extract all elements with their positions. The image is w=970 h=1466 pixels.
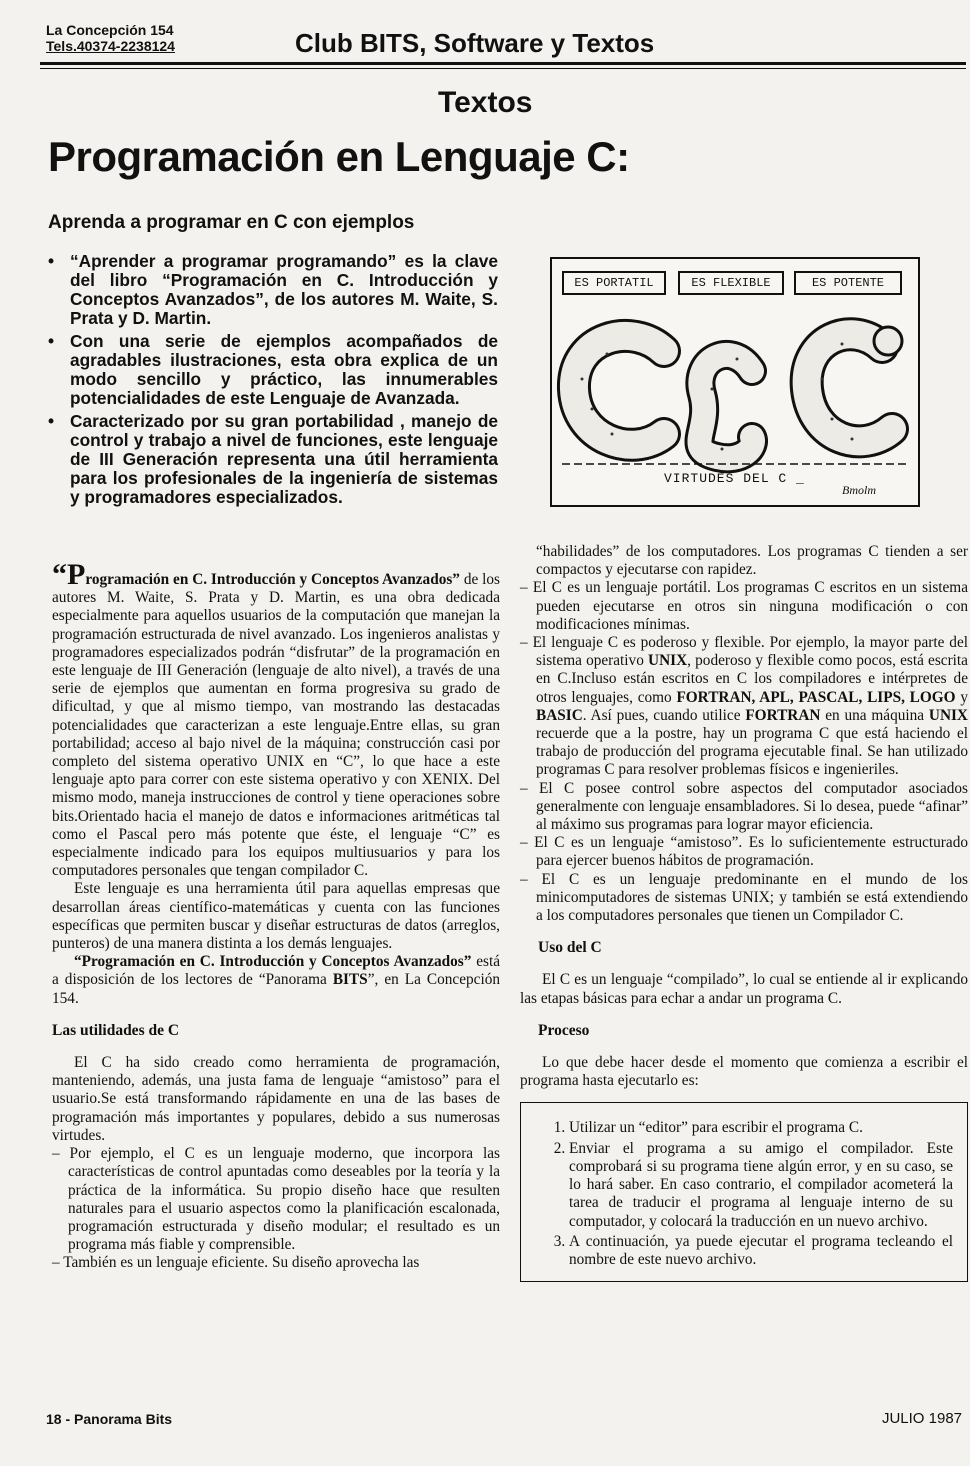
paragraph: Este lenguaje es una herramienta útil para aquellas empresas que desarrollan áreas científico-matemáticas y cuenta con las funciones específicas que permiten buscar y diseñar estructuras de datos (arreglos, punteros) de una manera distinta a los demás lenguajes. [52,880,500,953]
cartoon-caption: VIRTUDES DEL C _ [664,471,805,486]
dash-text: , poderoso y flexible como pocos, está escrita en C.Incluso están escritos en C los compiladores e intérpretes de otros lenguajes, como [536,652,968,706]
bullet-dot-icon: • [48,331,55,351]
dash-item: – También es un lenguaje eficiente. Su diseño aprovecha las [52,1254,420,1272]
cartoon-tag-potente: ES POTENTE [794,271,902,295]
bullet-item [48,412,498,507]
bullet-text: Caracterizado por su gran portabilidad , manejo de control y trabajo a nivel de funciones, este lenguaje de III Generación representa una útil herramienta para los profesionales de la ingeniería de sistemas y programadores especializados. [70,411,498,507]
footer-page-number: 18 - Panorama Bits [46,1411,173,1427]
bits-brand: BITS [332,971,368,989]
phone-line: Tels.40374-2238124 [46,38,175,54]
dash-item: – Por ejemplo, el C es un lenguaje moderno, que incorpora las características de control apuntadas como deseables por la teoría y la práctica de la informática. Su propio diseño hace que resulten naturales para el usuario aspectos como la planificación escalonada, programación estructurada y diseño modular; el resultado es un programa más fiable y comprensible. [52,1145,500,1254]
cartoon-tag-flexible: ES FLEXIBLE [678,271,784,295]
dash-text: – El lenguaje C es poderoso y flexible. Por ejemplo, la mayor parte del sistema operativo [520,634,968,670]
continued-text: “habilidades” de los computadores. Los programas C tienden a ser compactos y ejecutarse con rapidez. [536,543,968,579]
dash-text: recuerde que a la postre, hay un programa C que está haciendo el trabajo de producción del programa ejecutable final. Se han utilizado programas C para resolver problemas físicos e ingenieriles. [536,725,968,779]
paragraph: Lo que debe hacer desde el momento que comienza a escribir el programa hasta ejecutarlo es: [520,1054,968,1090]
cartoon-tag-portatil: ES PORTATIL [562,271,666,295]
article-column-right [520,543,968,1282]
heading-proceso: Proceso [538,1021,590,1039]
availability-paragraph [52,953,500,1008]
article-title: Programación en Lenguaje C: [48,133,630,180]
dash-text: . Así pues, cuando utilice [582,706,746,724]
availability-text: está a disposición de los lectores de “Panorama [52,953,501,989]
cartoon-illustration [550,257,920,507]
fortran-term: FORTRAN [745,706,821,724]
article-subtitle: Aprenda a programar en C con ejemplos [48,212,415,233]
cartoon-c-letters-drawing [552,259,918,505]
process-steps-box [520,1102,968,1282]
header-rule-thick [40,62,966,65]
summary-bullets [48,252,498,511]
paragraph: El C ha sido creado como herramienta de programación, manteniendo, además, una justa fama de lenguaje “amistoso” para el usuario.Se está transformando rápidamente en una de las bases de programación más importantes y populares, debido a sus numerosas virtudes. [52,1054,500,1144]
book-title: rogramación en C. Introducción y Conceptos Avanzados” [85,571,460,588]
bullet-dot-icon: • [48,411,55,431]
dash-item: – El C es un lenguaje portátil. Los programas C escritos en un sistema pueden ejecutarse en otros sin ninguna modificación o con modificaciones mínimas. [520,579,968,633]
footer-date: JULIO 1987 [881,1410,962,1427]
book-title-repeat: “Programación en C. Introducción y Conceptos Avanzados” [74,953,472,971]
dash-text: y [955,688,968,706]
bullet-item [48,332,498,408]
heading-utilidades: Las utilidades de C [52,1021,180,1039]
header-rule-thin [40,68,966,69]
address-line: La Concepción 154 [46,22,174,38]
process-step: 1. Utilizar un “editor” para escribir el programa C. [569,1119,953,1137]
header-address [46,22,175,54]
intro-text: de los autores M. Waite, S. Prata y D. Martin, es una obra dedicada especialmente para aquellos usuarios de la computación que manejan la programación estructurada de nivel avanzado. Los ingenieros analistas y programadores especializados podrán “disfrutar” de la programación en este lenguaje de III Generación (lenguaje de alto nivel), a través de una serie de ejemplos que aumentan en forma progresiva su grado de dificultad, y que al mismo tiempo, van mostrando las destacadas potencialidades que caracterizan a este lenguaje.Entre ellas, su gran portabilidad; acceso al bajo nivel de la máquina; construcción casi por completo del sistema operativo UNIX en “C”, lo que hace a este lenguaje apto para correr con este sistema operativo y con XENIX. Del mismo modo, maneja instrucciones de control y tiene operaciones sobre bits.Orientado hacia el manejo de datos e informaciones aritméticas tal como el Pascal pero más potente que éste, el lenguaje “C” es especialmente indicado para los equipos multiusuarios y para los computadores personales que tengan compilador C. [52,571,500,880]
bullet-text: “Aprender a programar programando” es la clave del libro “Programación en C. Introducción y Conceptos Avanzados”, de los autores M. Waite, S. Prata y D. Martin. [70,251,498,328]
section-title: Textos [438,86,533,119]
process-steps-list [543,1119,953,1269]
bullet-text: Con una serie de ejemplos acompañados de agradables ilustraciones, esta obra explica de un modo sencillo y práctico, las innumerables potencialidades de este Lenguaje de Avanzada. [70,331,498,408]
process-step: 3. A continuación, ya puede ejecutar el programa tecleando el nombre de este nuevo archivo. [569,1233,953,1269]
languages-list: FORTRAN, APL, PASCAL, LIPS, LOGO [676,688,956,706]
process-step: 2. Enviar el programa a su amigo el compilador. Este comprobará si su programa tiene algún error, y en su caso, se lo hará saber. En caso contrario, el compilador acometerá la tarea de traducir el programa al lenguaje interno de su computador, y colocará la traducción en un nuevo archivo. [569,1140,953,1231]
bullet-item [48,252,498,328]
cartoon-signature: Bmolm [842,483,876,497]
drop-cap: “P [52,558,86,591]
heading-uso: Uso del C [538,939,602,957]
dash-item: – El C es un lenguaje predominante en el mundo de los minicomputadores de sistemas UNIX; y también se está extendiendo a los computadores personales que tienen un Compilador C. [520,870,968,925]
dash-item [520,634,968,780]
unix-term: UNIX [648,652,688,670]
basic-term: BASIC [536,706,583,724]
article-column-left [52,558,501,1273]
bullet-dot-icon: • [48,251,55,271]
header-title: Club BITS, Software y Textos [295,28,655,58]
availability-address: ”, en La Concepción 154. [52,971,500,1007]
dash-item: – El C posee control sobre aspectos del computador asociados generalmente con lenguaje ensambladores. Si lo desea, puede “afinar” al máximo sus programas para lograr mayor eficiencia. [520,779,968,834]
dash-text: en una máquina [820,706,929,724]
intro-paragraph [52,558,500,880]
paragraph: El C es un lenguaje “compilado”, lo cual se entiende al ir explicando las etapas básicas para echar a andar un programa C. [520,971,968,1007]
dash-item: – El C es un lenguaje “amistoso”. Es lo suficientemente estructurado para ejercer buenos hábitos de programación. [520,834,968,870]
unix-term: UNIX [928,706,968,724]
